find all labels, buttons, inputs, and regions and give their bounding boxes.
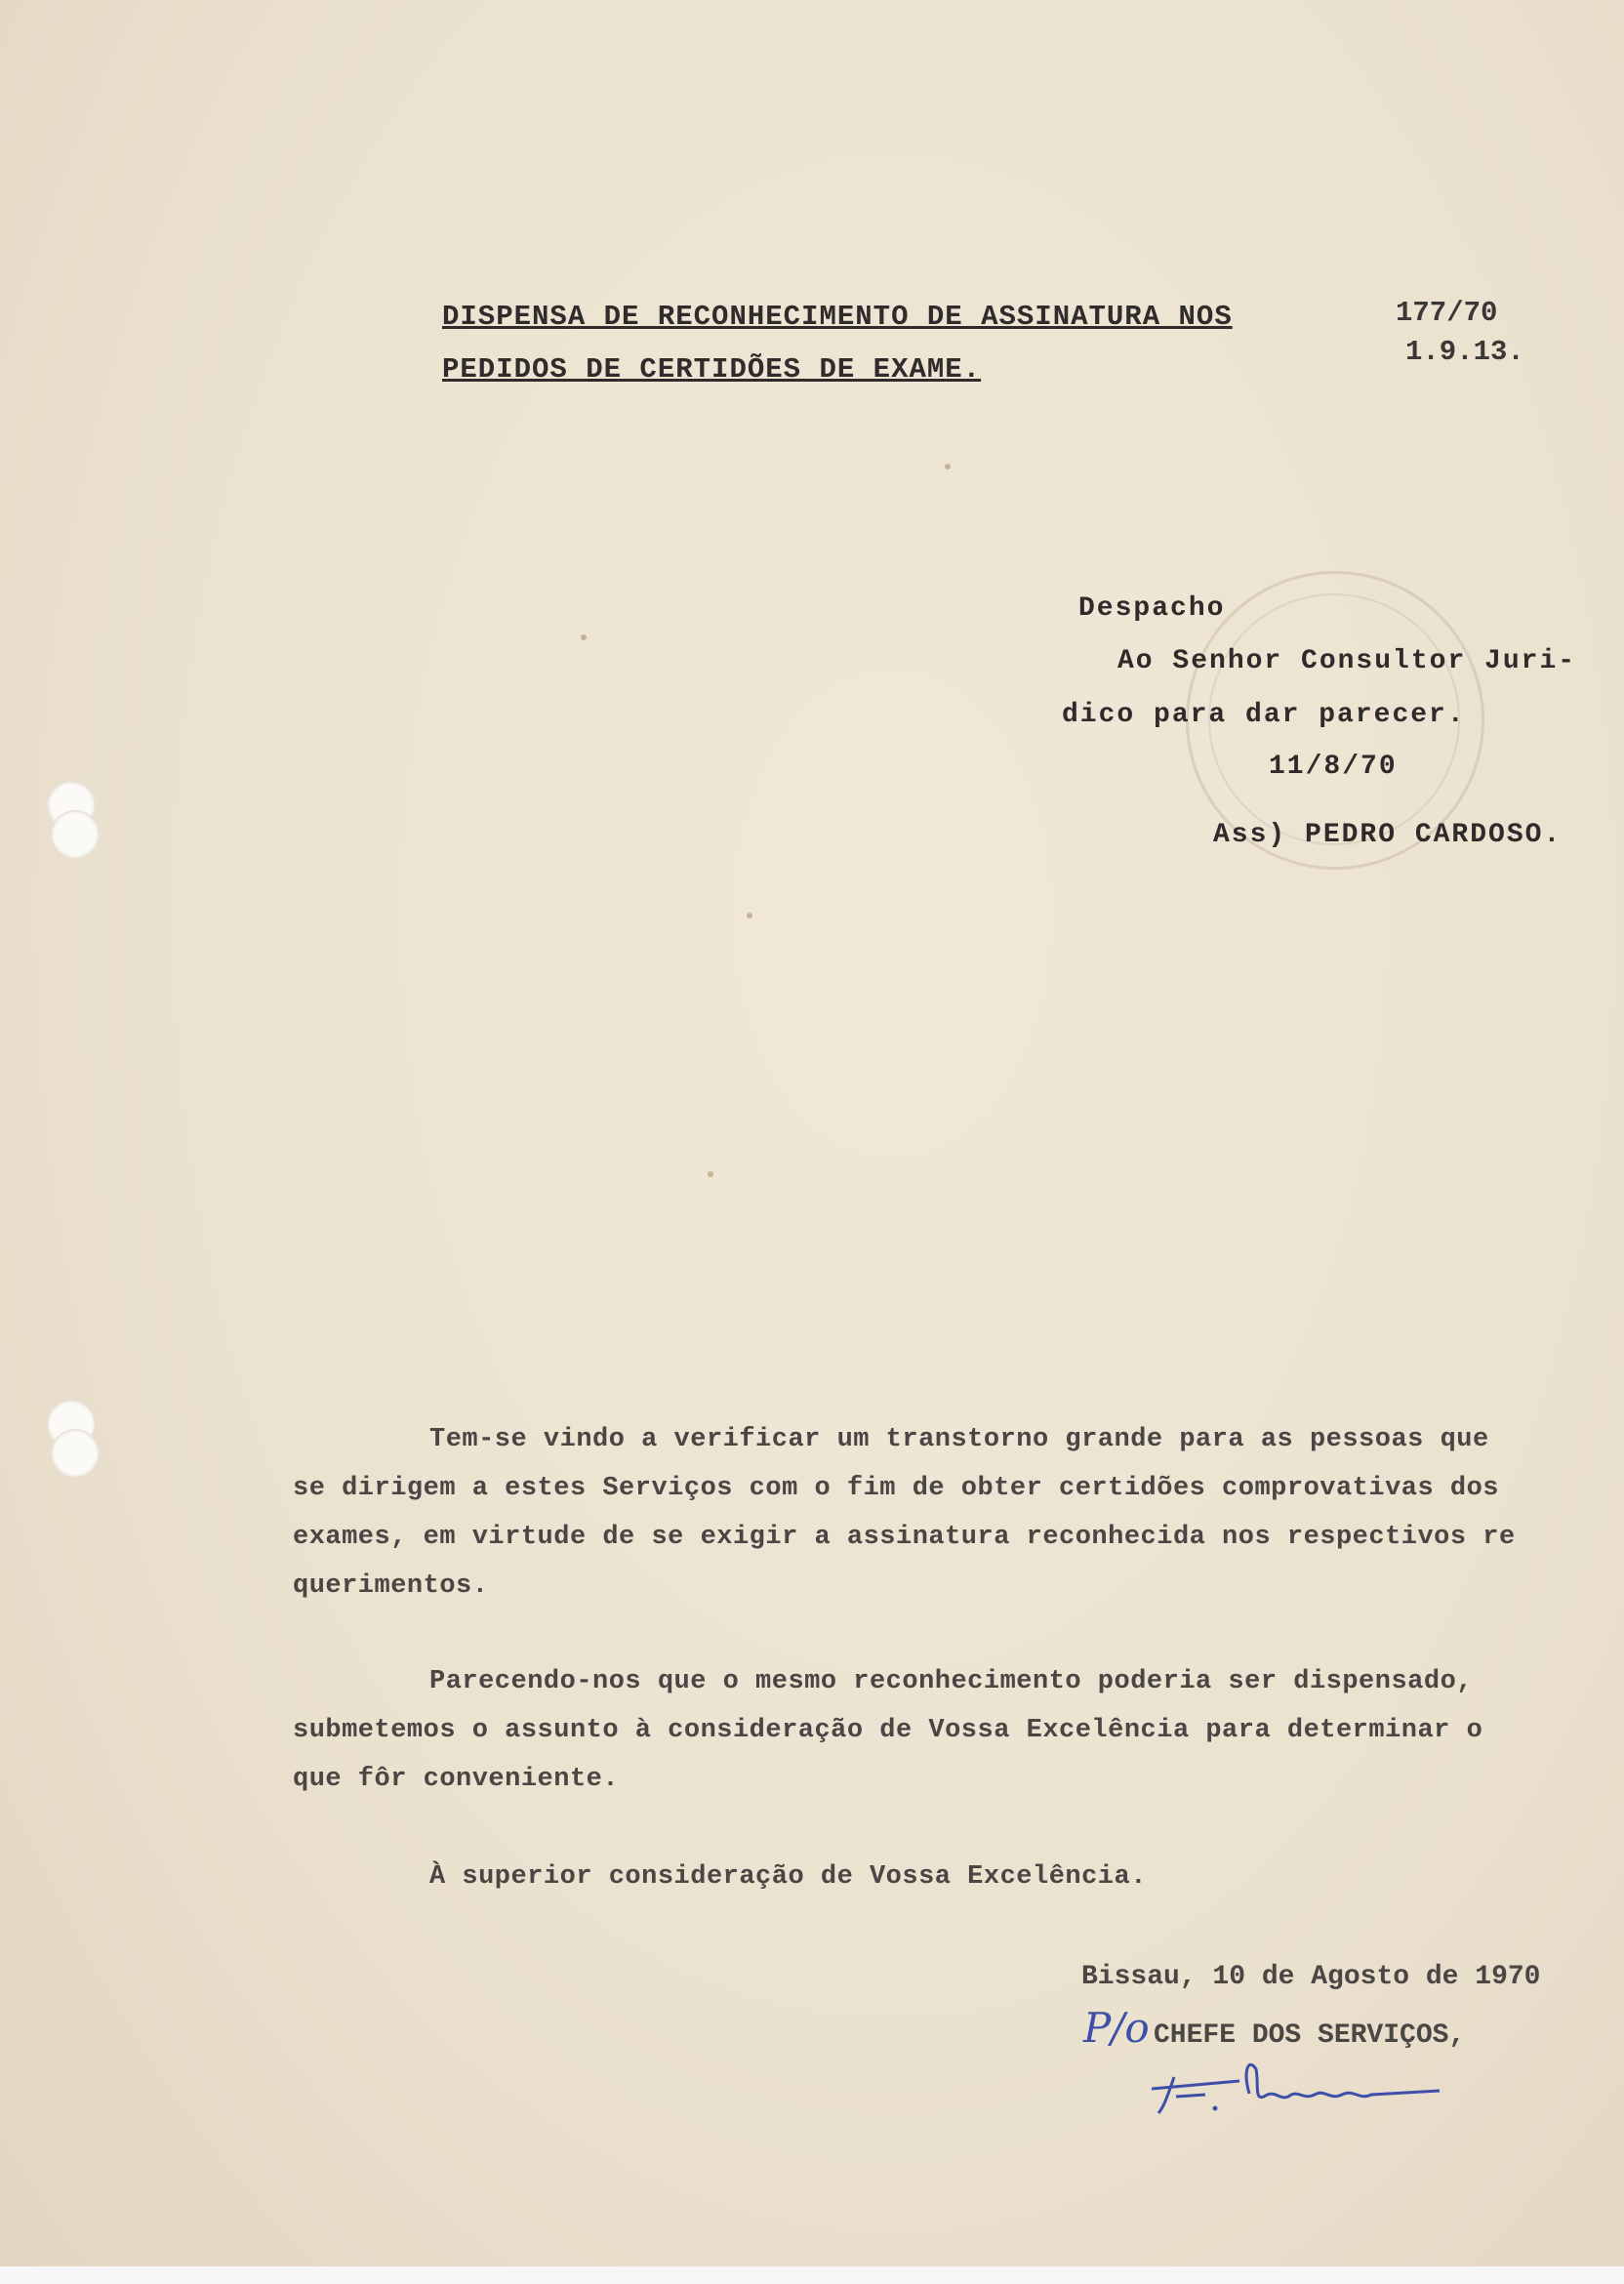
document-title-line-1: DISPENSA DE RECONHECIMENTO DE ASSINATURA NOS	[442, 301, 1233, 333]
handwritten-signature	[1147, 2050, 1469, 2118]
despacho-date: 11/8/70	[1269, 752, 1398, 782]
paper-speck	[747, 913, 752, 918]
paragraph-1-line-1: Tem-se vindo a verificar um transtorno grande para as pessoas que	[429, 1425, 1489, 1454]
despacho-line-1: Ao Senhor Consultor Juri-	[1117, 646, 1577, 676]
closing-role: CHEFE DOS SERVIÇOS,	[1154, 2020, 1466, 2051]
po-handwritten: P/o	[1083, 2004, 1150, 2052]
reference-number: 177/70	[1396, 297, 1498, 329]
document-title-line-2: PEDIDOS DE CERTIDÕES DE EXAME.	[442, 353, 982, 386]
punch-hole-bottom-overlap	[51, 1429, 100, 1478]
paragraph-2-line-3: que fôr conveniente.	[293, 1765, 620, 1794]
paragraph-1-line-3: exames, em virtude de se exigir a assinatura reconhecida nos respectivos re	[293, 1523, 1516, 1552]
despacho-line-2: dico para dar parecer.	[1062, 700, 1466, 730]
reference-code: 1.9.13.	[1405, 336, 1524, 368]
despacho-heading: Despacho	[1078, 593, 1226, 624]
paper-speck	[945, 464, 951, 469]
punch-hole-top-overlap	[51, 810, 100, 859]
paragraph-2-line-2: submetemos o assunto à consideração de Vossa Excelência para determinar o	[293, 1716, 1483, 1745]
closing-place-date: Bissau, 10 de Agosto de 1970	[1081, 1962, 1541, 1992]
paper-speck	[708, 1171, 713, 1177]
despacho-signature: Ass) PEDRO CARDOSO.	[1213, 820, 1563, 850]
paragraph-1-line-2: se dirigem a estes Serviços com o fim de obter certidões comprovativas dos	[293, 1474, 1499, 1503]
paragraph-2-line-1: Parecendo-nos que o mesmo reconhecimento poderia ser dispensado,	[429, 1667, 1473, 1696]
paragraph-1-line-4: querimentos.	[293, 1571, 489, 1601]
paragraph-3: À superior consideração de Vossa Excelência.	[429, 1862, 1147, 1892]
paper-speck	[581, 634, 587, 640]
scan-border	[0, 2266, 1624, 2284]
